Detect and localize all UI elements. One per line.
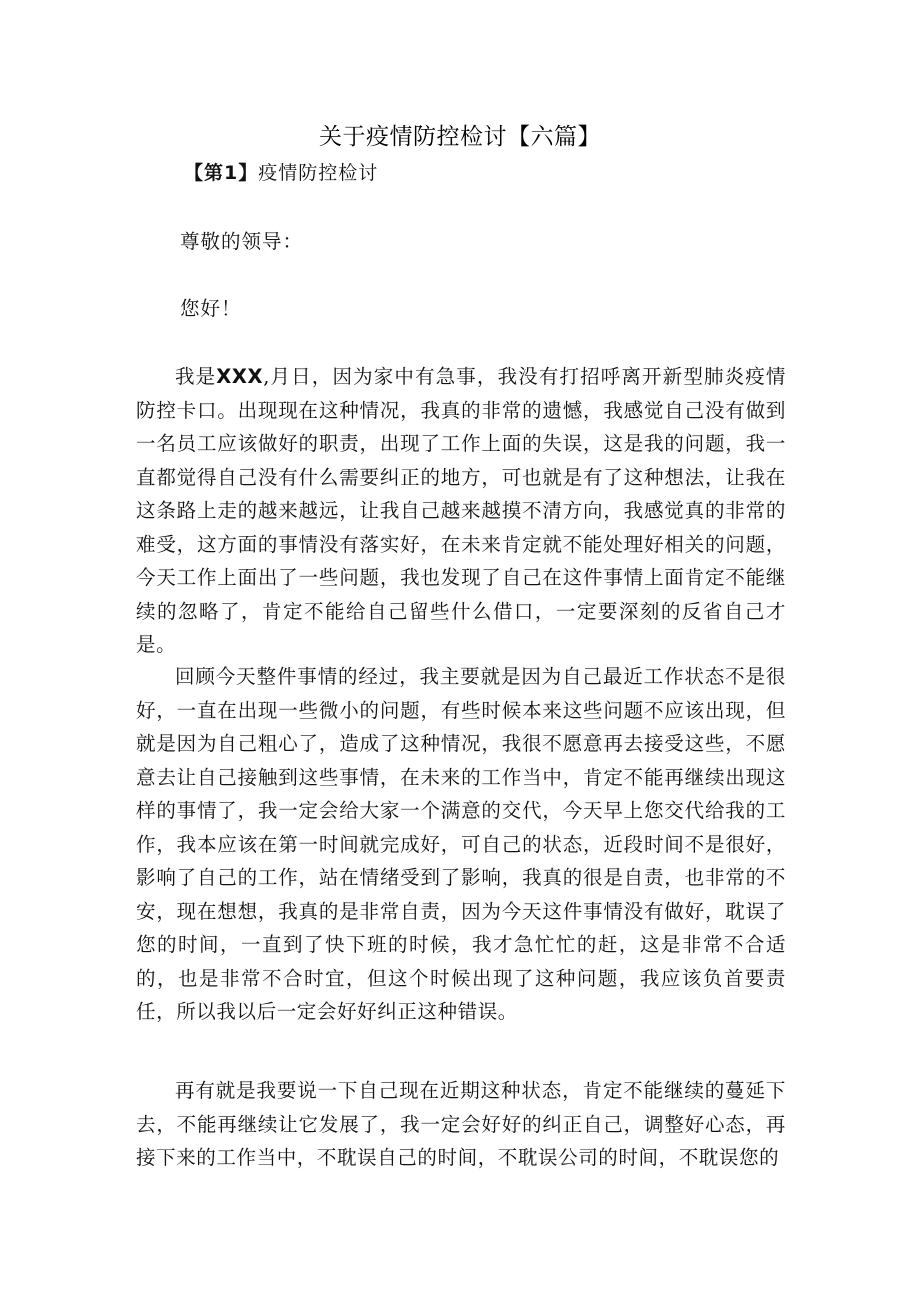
section-heading <box>184 158 378 185</box>
paragraph-rest: ,月日，因为家中有急事，我没有打招呼离开新型肺炎疫情防控卡口。出现现在这种情况，我真的非常的遗憾，我感觉自己没有做到一名员工应该做好的职责，出现了工作上面的失误，这是我的问题，我一直都觉得自己没有什么需要纠正的地方，可也就是有了这种想法，让我在这条路上走的越来越远，让我自己越来越摸不清方向，我感觉真的非常的难受，这方面的事情没有落实好，在未来肯定就不能处理好相关的问题，今天工作上面出了一些问题，我也发现了自己在这件事情上面肯定不能继续的忽略了，肯定不能给自己留些什么借口，一定要深刻的反省自己才是。 <box>136 365 786 656</box>
document-title: 关于疫情防控检讨【六篇】 <box>319 124 601 150</box>
body-paragraph <box>136 360 786 662</box>
paragraph-lead: 我是 <box>175 365 217 388</box>
body-paragraph: 再有就是我要说一下自己现在近期这种状态，肯定不能继续的蔓延下去，不能再继续让它发展了，我一定会好好的纠正自己，调整好心态，再接下来的工作当中，不耽误自己的时间，不耽误公司的时间，不耽误您的 <box>136 1079 786 1169</box>
greeting: 您好！ <box>180 297 242 320</box>
placeholder-name: XXX <box>216 365 264 388</box>
body-paragraph: 回顾今天整件事情的经过，我主要就是因为自己最近工作状态不是很好，一直在出现一些微小的问题，有些时候本来这些问题不应该出现，但就是因为自己粗心了，造成了这种情况，我很不愿意再去接受这些，不愿意去让自己接触到这些事情，在未来的工作当中，肯定不能再继续出现这样的事情了，我一定会给大家一个满意的交代，今天早上您交代给我的工作，我本应该在第一时间就完成好，可自己的状态，近段时间不是很好，影响了自己的工作，站在情绪受到了影响，我真的很是自责，也非常的不安，现在想想，我真的是非常自责，因为今天这件事情没有做好，耽误了您的时间，一直到了快下班的时候，我才急忙忙的赶，这是非常不合适的，也是非常不合时宜，但这个时候出现了这种问题，我应该负首要责任，所以我以后一定会好好纠正这种错误。 <box>136 665 786 1023</box>
section-heading-text: 疫情防控检讨 <box>258 162 379 184</box>
salutation: 尊敬的领导： <box>180 230 304 253</box>
section-heading-number: 【第1】 <box>184 162 259 184</box>
